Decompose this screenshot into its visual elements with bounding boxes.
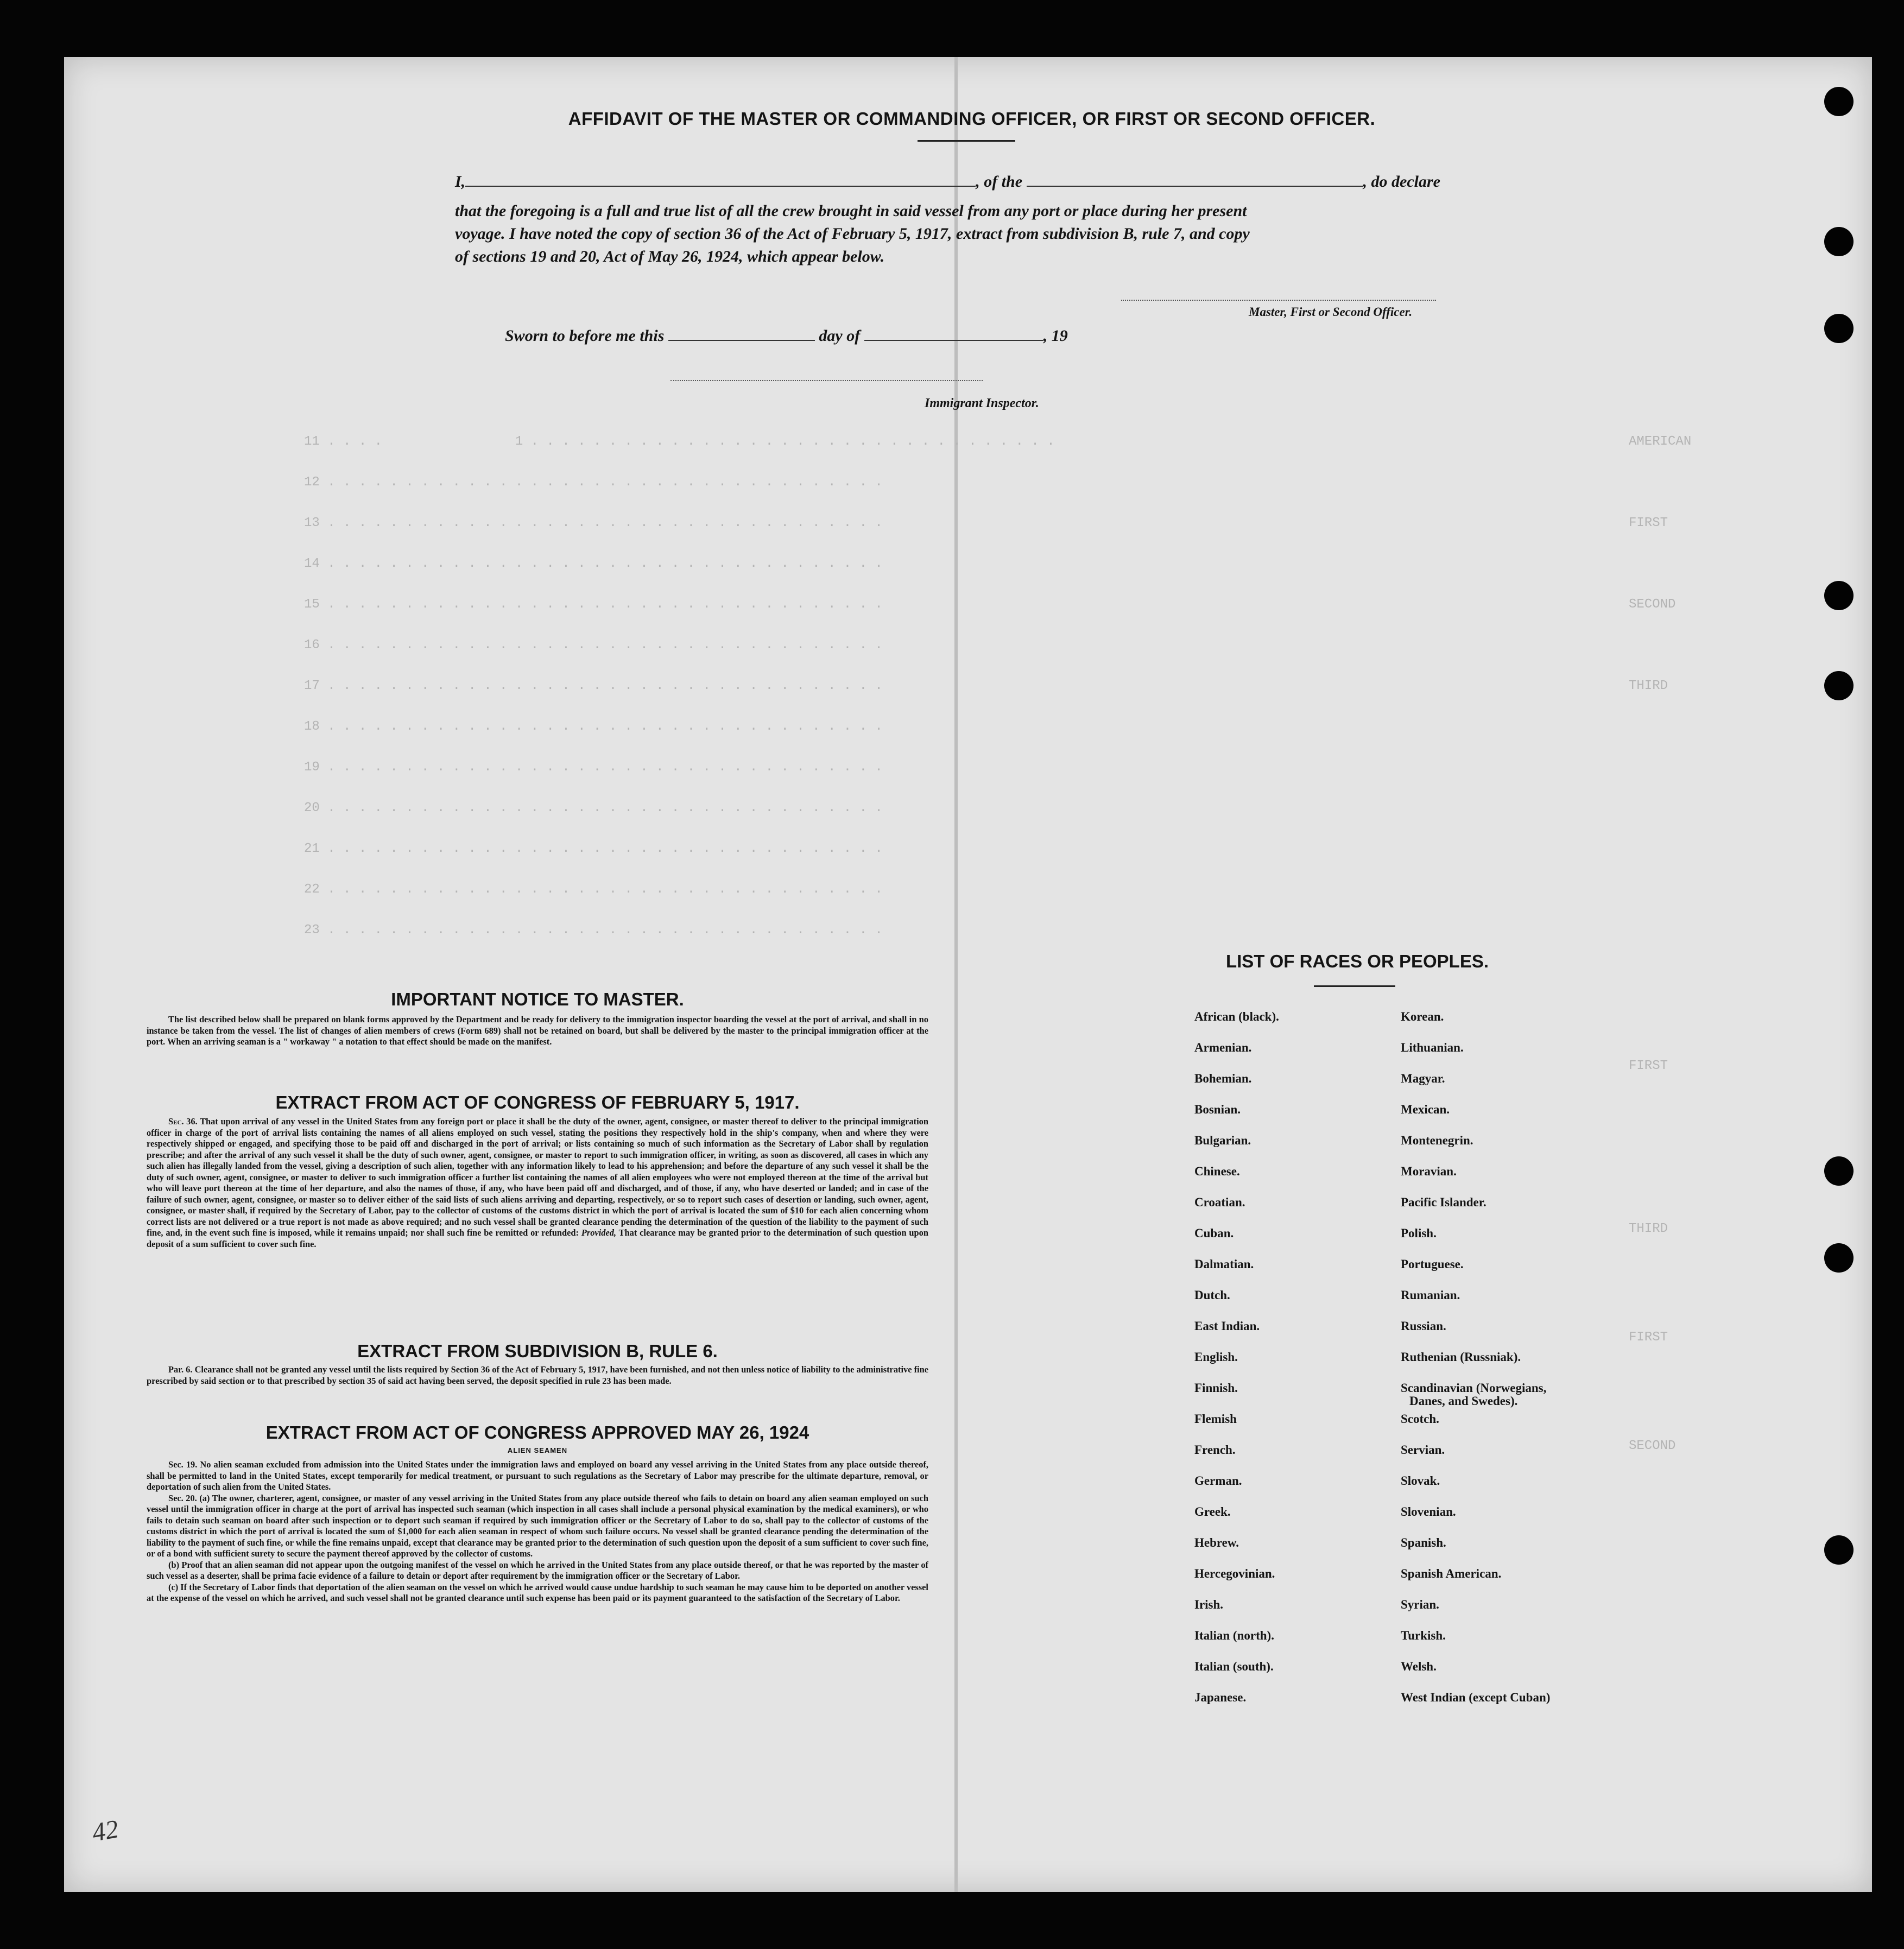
race-item: Dalmatian.: [1194, 1257, 1254, 1271]
race-item: Italian (north).: [1194, 1629, 1274, 1642]
extract-1924-title: EXTRACT FROM ACT OF CONGRESS APPROVED MAY 26, 1924: [265, 1422, 809, 1442]
extract-1917-text: [147, 1116, 928, 1250]
race-item: Servian.: [1401, 1443, 1445, 1457]
notice-title: IMPORTANT NOTICE TO MASTER.: [391, 989, 684, 1009]
race-item: Montenegrin.: [1401, 1134, 1473, 1147]
master-signature-line[interactable]: [1121, 300, 1436, 301]
race-item: Bosnian.: [1194, 1103, 1241, 1116]
race-item: Hebrew.: [1194, 1536, 1239, 1549]
binder-hole: [1824, 1243, 1854, 1273]
race-item: Japanese.: [1194, 1691, 1247, 1704]
alien-seamen-subtitle: ALIEN SEAMEN: [507, 1446, 568, 1454]
race-item: Polish.: [1401, 1226, 1437, 1240]
master-signature-label: Master, First or Second Officer.: [1249, 305, 1413, 319]
day-of-label: day of: [819, 327, 861, 345]
race-item: French.: [1194, 1443, 1236, 1457]
race-item-continuation: Danes, and Swedes).: [1409, 1394, 1518, 1408]
binder-hole: [1824, 314, 1854, 343]
binder-hole: [1824, 87, 1854, 116]
section-20a-text: Sec. 20. (a) The owner, charterer, agent, consignee, or master of any vessel arriving in the United States from any place outside thereof who fails to detain on board any alien seaman employed on such vessel until the immigration officer in charge at the port of arrival has inspected such seaman (which inspection in all cases shall include a personal physical examination by the medical examiners), or who fails to detain such seaman on board after such inspection or to deport such seaman if required by such immigration officer or the Secretary of Labor to do so, shall pay to the collector of customs of the customs district in which the port of arrival is located the sum of $1,000 for each alien seaman in respect of whom such failure occurs. No vessel shall be granted clearance pending the determination of the liability to the payment of such fine, or while the fine remains unpaid, except that clearance may be granted prior to the determination of such question upon the deposit of a sum sufficient to cover such fine, or of a bond with sufficient surety to secure the payment thereof approved by the collector of customs.: [147, 1492, 928, 1559]
page-mark: 42: [90, 1814, 121, 1847]
race-item: East Indian.: [1194, 1319, 1260, 1333]
sworn-day-blank[interactable]: [668, 340, 815, 341]
sworn-month-blank[interactable]: [864, 340, 1043, 341]
notice-text: The list described below shall be prepared on blank forms approved by the Department and be ready for delivery to the immigration inspector boarding the vessel at the port of arrival, and shall in no instance be taken from the vessel. The list of changes of alien members of crews (Form 689) shall not be retained on board, but shall be delivered by the master to the principal immigration officer at the port. When an arriving seaman is a " workaway " a notation to that effect should be made on the manifest.: [147, 1014, 928, 1047]
race-item: Spanish American.: [1401, 1567, 1502, 1580]
race-item: Italian (south).: [1194, 1660, 1274, 1673]
race-item: Greek.: [1194, 1505, 1231, 1518]
race-item: Mexican.: [1401, 1103, 1450, 1116]
race-item: Welsh.: [1401, 1660, 1437, 1673]
race-item: Korean.: [1401, 1010, 1444, 1023]
race-item: Syrian.: [1401, 1598, 1439, 1611]
race-item: Bohemian.: [1194, 1072, 1252, 1085]
binder-hole: [1824, 1156, 1854, 1186]
binder-hole: [1824, 227, 1854, 256]
race-item: Croatian.: [1194, 1195, 1245, 1209]
race-item: Moravian.: [1401, 1165, 1457, 1178]
section-20b-text: (b) Proof that an alien seaman did not appear upon the outgoing manifest of the vessel on which he arrived in the United States from any place outside thereof, or that he was reported by the master of such vessel as a deserter, shall be prima facie evidence of a failure to detain or deport after requirement by the immigration officer or the Secretary of Labor.: [147, 1559, 928, 1581]
sworn-line: [505, 327, 1068, 345]
of-the-label: , of the: [976, 173, 1023, 191]
race-item: Hercegovinian.: [1194, 1567, 1275, 1580]
race-item: Ruthenian (Russniak).: [1401, 1350, 1521, 1364]
races-title-rule: [1314, 985, 1395, 987]
race-item: Slovak.: [1401, 1474, 1440, 1488]
section-36-text: That upon arrival of any vessel in the United States from any foreign port or place it shall be the duty of the owner, agent, consignee, or master thereof to deliver to the principal immigration officer in charge of the port of arrival lists containing the names of all aliens employed on such vessel, stating the positions they respectively hold in the ship's company, when and where they were respectively shipped or engaged, and specifying those to be paid off and discharged in the port of arrival; or lists containing so much of such information as the Secretary of Labor shall by regulation prescribe; and after the arrival of any such vessel it shall be the duty of such owner, agent, consignee, or master to report to such immigration officer, in writing, as soon as discovered, all cases in which any such alien has illegally landed from the vessel, giving a description of such alien, together with any information likely to lead to his apprehension; and before the departure of any such vessel it shall be the duty of such owner, agent, consignee, or master to deliver to such immigration officer a further list containing the names of all alien employees who were not employed thereon at the time of the arrival but who will leave port thereon at the time of her departure, and also the names of those, if any, who have been paid off and discharged, and of those, if any, who have deserted or landed; and in case of the failure of such owner, agent, consignee, or master so to deliver either of the said lists of such aliens arriving and departing, respectively, or so to report such cases of desertion or landing, such owner, agent, consignee, or master shall, if required by the Secretary of Labor, pay to the collector of customs of the customs district in which the port of arrival is located the sum of $10 for each alien concerning whom correct lists are not delivered or a true report is not made as above required; and no such vessel shall be granted clearance pending the determination of the question of the liability to the payment of such fine, and, in the event such fine is imposed, while it remains unpaid; nor shall such fine be remitted or refunded:: [147, 1116, 928, 1238]
affidavit-title: AFFIDAVIT OF THE MASTER OR COMMANDING OFFICER, OR FIRST OR SECOND OFFICER.: [568, 109, 1376, 129]
race-item: Cuban.: [1194, 1226, 1234, 1240]
race-item: Portuguese.: [1401, 1257, 1464, 1271]
extract-rule6-title: EXTRACT FROM SUBDIVISION B, RULE 6.: [357, 1341, 718, 1361]
binder-hole: [1824, 671, 1854, 700]
race-item: Spanish.: [1401, 1536, 1446, 1549]
i-label: I,: [455, 173, 466, 191]
race-item: Scandinavian (Norwegians,: [1401, 1381, 1547, 1395]
binder-hole: [1824, 581, 1854, 610]
race-item: Lithuanian.: [1401, 1041, 1464, 1054]
inspector-signature-line[interactable]: [670, 380, 983, 381]
races-title: LIST OF RACES OR PEOPLES.: [1225, 951, 1489, 971]
do-declare-label: , do declare: [1363, 173, 1440, 191]
extract-1924-body: [147, 1459, 928, 1604]
race-item: West Indian (except Cuban): [1401, 1691, 1551, 1704]
race-item: Chinese.: [1194, 1165, 1240, 1178]
affidavit-body: [455, 200, 1481, 268]
race-item: Armenian.: [1194, 1041, 1252, 1054]
race-item: Turkish.: [1401, 1629, 1446, 1642]
race-item: Bulgarian.: [1194, 1134, 1251, 1147]
race-item: Russian.: [1401, 1319, 1446, 1333]
race-item: Dutch.: [1194, 1288, 1230, 1302]
proviso-label: Provided,: [581, 1227, 617, 1238]
race-item: Pacific Islander.: [1401, 1195, 1486, 1209]
race-item: African (black).: [1194, 1010, 1279, 1023]
section-20c-text: (c) If the Secretary of Labor finds that deportation of the alien seaman on the vessel on which he arrived would cause undue hardship to such seaman he may cause him to be deported on another vessel at the expense of the vessel on which he arrived, and such vessel shall not be granted clearance until such expense has been paid or its payment guaranteed to the satisfaction of the Secretary of Labor.: [147, 1581, 928, 1603]
race-item: Magyar.: [1401, 1072, 1445, 1085]
section-label: Sec. 36.: [168, 1116, 198, 1127]
affidavit-body-line: of sections 19 and 20, Act of May 26, 1924, which appear below.: [455, 248, 885, 265]
officer-name-blank[interactable]: [465, 186, 976, 187]
extract-rule6-text: Par. 6. Clearance shall not be granted any vessel until the lists required by Section 36 of the Act of February 5, 1917, have been furnished, and not then unless notice of liability to the administrative fine prescribed by said section or to that prescribed by section 35 of said act having been served, the deposit specified in rule 23 has been made.: [147, 1364, 928, 1386]
affidavit-body-line: that the foregoing is a full and true list of all the crew brought in said vessel from any port or place during her present: [455, 202, 1247, 220]
race-item: English.: [1194, 1350, 1238, 1364]
year-label: , 19: [1043, 327, 1068, 345]
race-item: Rumanian.: [1401, 1288, 1460, 1302]
section-19-text: Sec. 19. No alien seaman excluded from admission into the United States under the immigration laws and employed on board any vessel arriving in the United States from any place outside thereof, shall be permitted to land in the United States, except temporarily for medical treatment, or pursuant to such regulations as the Secretary of Labor may prescribe for the ultimate departure, removal, or deportation of such alien from the United States.: [147, 1459, 928, 1492]
race-item: Slovenian.: [1401, 1505, 1456, 1518]
race-item: Flemish: [1194, 1412, 1237, 1426]
title-rule: [918, 140, 1015, 142]
sworn-label: Sworn to before me this: [505, 327, 665, 345]
vessel-name-blank[interactable]: [1027, 186, 1363, 187]
race-item: German.: [1194, 1474, 1242, 1488]
binder-hole: [1824, 1535, 1854, 1565]
affidavit-body-line: voyage. I have noted the copy of section 36 of the Act of February 5, 1917, extract from subdivision B, rule 7, and copy: [455, 225, 1250, 243]
race-item: Finnish.: [1194, 1381, 1238, 1395]
race-item: Scotch.: [1401, 1412, 1439, 1426]
declaration-blanks-line: [455, 173, 1440, 191]
race-item: Irish.: [1194, 1598, 1224, 1611]
extract-1917-title: EXTRACT FROM ACT OF CONGRESS OF FEBRUARY 5, 1917.: [275, 1092, 800, 1112]
proviso-text: That clearance may be granted prior to the determination of such question upon deposit of a sum sufficient to cover such fine.: [147, 1227, 928, 1249]
inspector-label: Immigrant Inspector.: [925, 396, 1039, 410]
